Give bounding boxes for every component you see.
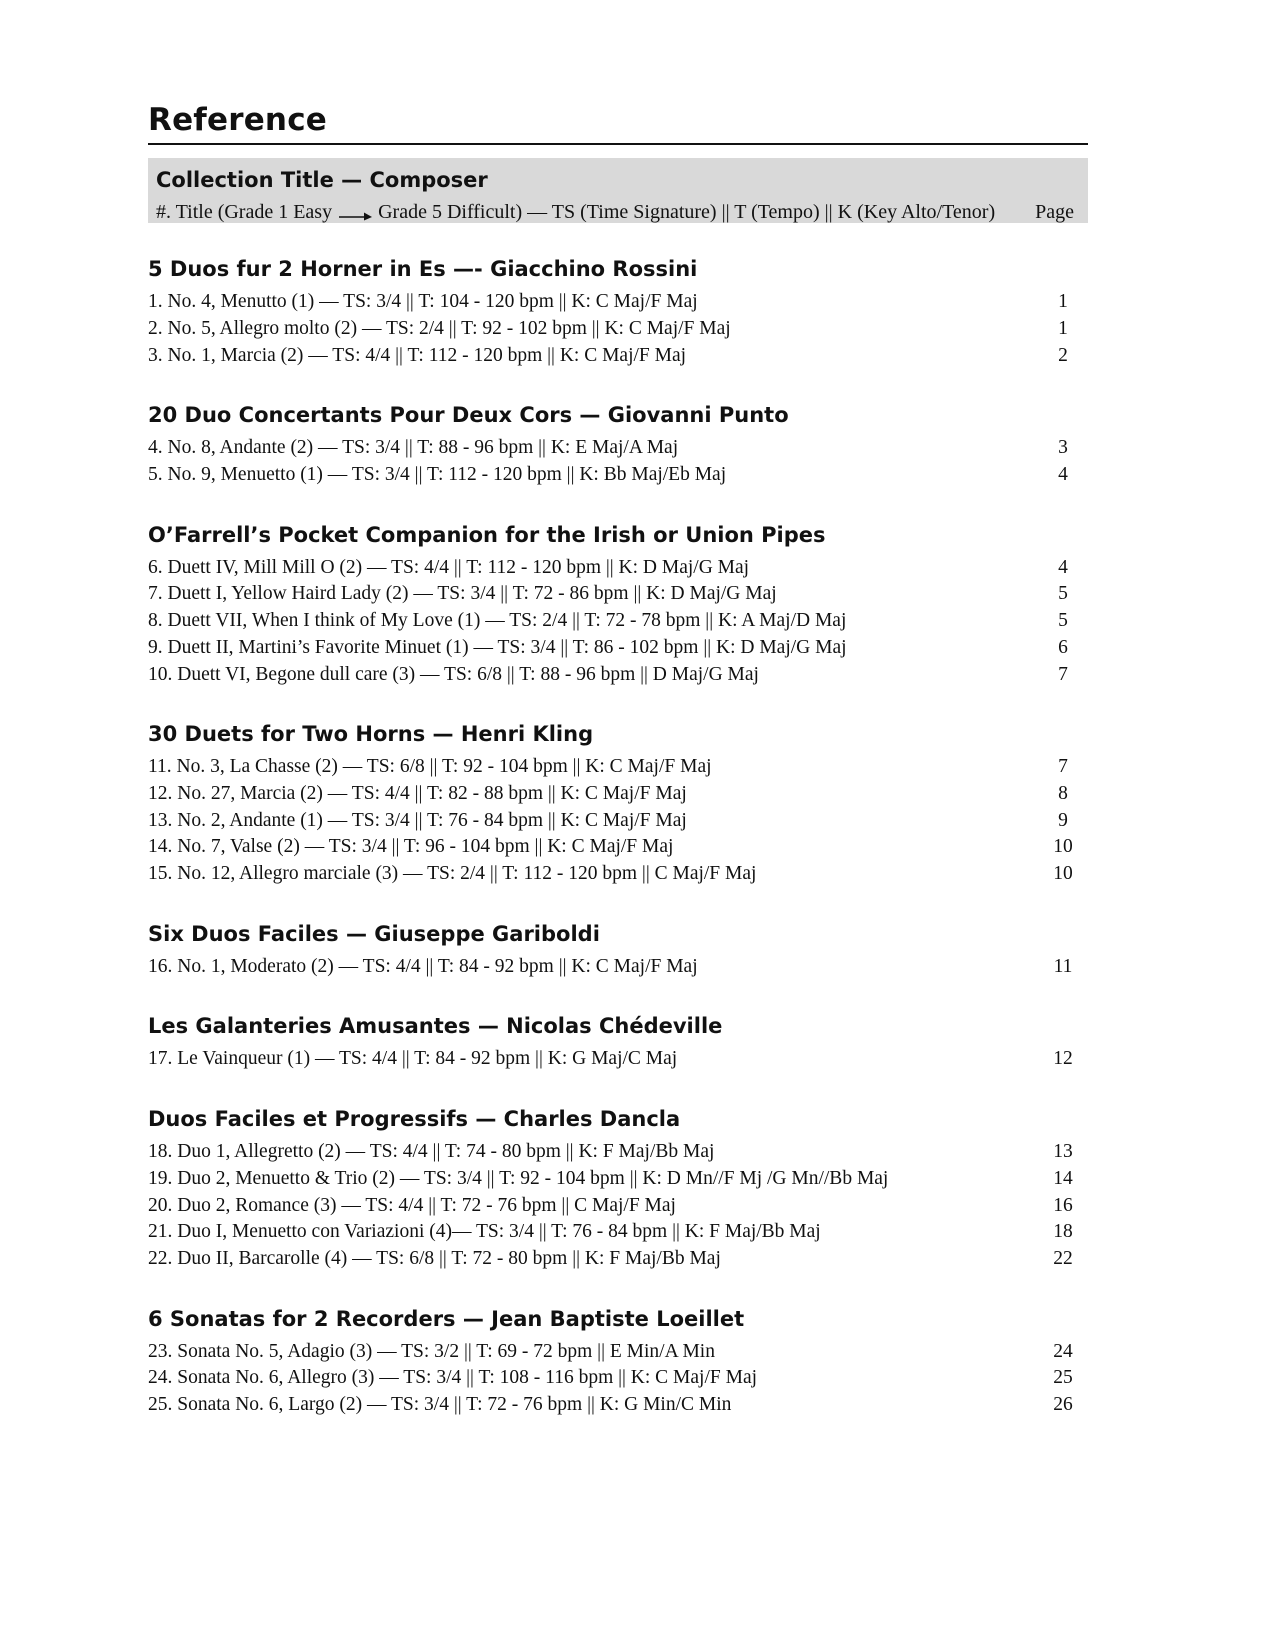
legend-format xyxy=(156,200,995,224)
reference-page xyxy=(148,96,1088,1419)
list-item xyxy=(148,1365,1088,1392)
collection-heading: 5 Duos fur 2 Horner in Es —- Giacchino Rossini xyxy=(148,257,698,282)
list-item xyxy=(148,662,1088,689)
entry-page-number: 10 xyxy=(1053,836,1073,858)
entry-title: 17. Le Vainqueur (1) — TS: 4/4 || T: 84 - 92 bpm || K: G Maj/C Maj xyxy=(148,1048,678,1070)
collection-section xyxy=(148,921,1088,981)
entry-title: 23. Sonata No. 5, Adagio (3) — TS: 3/2 || T: 69 - 72 bpm || E Min/A Min xyxy=(148,1340,715,1362)
collection-heading: Les Galanteries Amusantes — Nicolas Chédeville xyxy=(148,1014,723,1039)
collection-heading: Duos Faciles et Progressifs — Charles Dancla xyxy=(148,1107,681,1132)
entry-title: 14. No. 7, Valse (2) — TS: 3/4 || T: 96 - 104 bpm || K: C Maj/F Maj xyxy=(148,836,674,858)
entry-page-number: 22 xyxy=(1053,1247,1073,1269)
legend-heading: Collection Title — Composer xyxy=(156,168,488,193)
entry-title: 24. Sonata No. 6, Allegro (3) — TS: 3/4 || T: 108 - 116 bpm || K: C Maj/F Maj xyxy=(148,1367,758,1389)
entry-page-number: 11 xyxy=(1053,955,1073,977)
entry-page-number: 24 xyxy=(1053,1340,1073,1362)
entry-title: 11. No. 3, La Chasse (2) — TS: 6/8 || T: 92 - 104 bpm || K: C Maj/F Maj xyxy=(148,756,712,778)
entry-page-number: 25 xyxy=(1053,1367,1073,1389)
entry-title: 2. No. 5, Allegro molto (2) — TS: 2/4 || T: 92 - 102 bpm || K: C Maj/F Maj xyxy=(148,317,731,339)
collection-section xyxy=(148,256,1088,369)
entry-title: 18. Duo 1, Allegretto (2) — TS: 4/4 || T: 74 - 80 bpm || K: F Maj/Bb Maj xyxy=(148,1141,715,1163)
list-item xyxy=(148,289,1088,316)
entry-page-number: 5 xyxy=(1058,610,1068,632)
collection-section xyxy=(148,522,1088,689)
list-item xyxy=(148,435,1088,462)
entry-title: 1. No. 4, Menutto (1) — TS: 3/4 || T: 104 - 120 bpm || K: C Maj/F Maj xyxy=(148,291,698,313)
legend-format-start: #. Title (Grade 1 Easy xyxy=(156,201,333,224)
entry-page-number: 4 xyxy=(1058,464,1068,485)
list-item xyxy=(148,343,1088,370)
entry-page-number: 26 xyxy=(1053,1394,1073,1416)
page-title: Reference xyxy=(148,102,327,138)
list-item xyxy=(148,861,1088,888)
entry-page-number: 13 xyxy=(1053,1141,1073,1163)
entry-page-number: 6 xyxy=(1058,636,1068,658)
entry-page-number: 3 xyxy=(1058,437,1068,459)
collections-list xyxy=(148,256,1088,1419)
collection-section xyxy=(148,1306,1088,1419)
entry-title: 8. Duett VII, When I think of My Love (1) — TS: 2/4 || T: 72 - 78 bpm || K: A Maj/D Maj xyxy=(148,610,847,632)
collection-heading: O’Farrell’s Pocket Companion for the Irish or Union Pipes xyxy=(148,522,826,547)
entry-page-number: 7 xyxy=(1058,663,1068,685)
entry-title: 21. Duo I, Menuetto con Variazioni (4)— TS: 3/4 || T: 76 - 84 bpm || K: F Maj/Bb Maj xyxy=(148,1221,821,1243)
list-item xyxy=(148,581,1088,608)
collection-section xyxy=(148,721,1088,888)
entry-title: 5. No. 9, Menuetto (1) — TS: 3/4 || T: 112 - 120 bpm || K: Bb Maj/Eb Maj xyxy=(148,464,727,485)
list-item xyxy=(148,462,1088,489)
list-item xyxy=(148,781,1088,808)
entry-title: 16. No. 1, Moderato (2) — TS: 4/4 || T: 84 - 92 bpm || K: C Maj/F Maj xyxy=(148,955,698,977)
collection-section xyxy=(148,402,1088,488)
list-item xyxy=(148,608,1088,635)
entry-title: 9. Duett II, Martini’s Favorite Minuet (1) — TS: 3/4 || T: 86 - 102 bpm || K: D Maj/G Maj xyxy=(148,636,847,658)
entry-page-number: 7 xyxy=(1058,756,1068,778)
entry-title: 12. No. 27, Marcia (2) — TS: 4/4 || T: 82 - 88 bpm || K: C Maj/F Maj xyxy=(148,782,687,804)
collection-heading: 20 Duo Concertants Pour Deux Cors — Giovanni Punto xyxy=(148,403,789,428)
list-item xyxy=(148,635,1088,662)
list-item xyxy=(148,316,1088,343)
entry-page-number: 9 xyxy=(1058,809,1068,831)
entry-title: 15. No. 12, Allegro marciale (3) — TS: 2/4 || T: 112 - 120 bpm || C Maj/F Maj xyxy=(148,863,757,885)
entry-page-number: 1 xyxy=(1058,317,1068,339)
entry-title: 13. No. 2, Andante (1) — TS: 3/4 || T: 76 - 84 bpm || K: C Maj/F Maj xyxy=(148,809,687,831)
entry-title: 3. No. 1, Marcia (2) — TS: 4/4 || T: 112 - 120 bpm || K: C Maj/F Maj xyxy=(148,344,687,366)
entry-page-number: 14 xyxy=(1053,1167,1073,1189)
list-item xyxy=(148,1246,1088,1273)
list-item xyxy=(148,834,1088,861)
entry-title: 7. Duett I, Yellow Haird Lady (2) — TS: 3/4 || T: 72 - 86 bpm || K: D Maj/G Maj xyxy=(148,583,777,605)
entry-title: 4. No. 8, Andante (2) — TS: 3/4 || T: 88 - 96 bpm || K: E Maj/A Maj xyxy=(148,437,679,459)
list-item xyxy=(148,1166,1088,1193)
legend-format-end: Grade 5 Difficult) — TS (Time Signature) || T (Tempo) || K (Key Alto/Tenor) xyxy=(378,201,996,224)
right-arrow-icon xyxy=(338,207,372,221)
collection-heading: 30 Duets for Two Horns — Henri Kling xyxy=(148,722,594,747)
entry-title: 10. Duett VI, Begone dull care (3) — TS: 6/8 || T: 88 - 96 bpm || D Maj/G Maj xyxy=(148,663,759,685)
list-item xyxy=(148,1193,1088,1220)
list-item xyxy=(148,1339,1088,1366)
list-item xyxy=(148,954,1088,981)
collection-section xyxy=(148,1013,1088,1073)
entry-page-number: 8 xyxy=(1058,782,1068,804)
entry-page-number: 1 xyxy=(1058,291,1068,313)
collection-section xyxy=(148,1106,1088,1273)
entry-title: 25. Sonata No. 6, Largo (2) — TS: 3/4 || T: 72 - 76 bpm || K: G Min/C Min xyxy=(148,1394,732,1416)
entry-page-number: 16 xyxy=(1053,1194,1073,1216)
entry-title: 19. Duo 2, Menuetto & Trio (2) — TS: 3/4 || T: 92 - 104 bpm || K: D Mn//F Mj /G Mn//Bb Maj xyxy=(148,1167,889,1189)
entry-page-number: 18 xyxy=(1053,1221,1073,1243)
collection-heading: Six Duos Faciles — Giuseppe Gariboldi xyxy=(148,921,600,946)
legend-page-label: Page xyxy=(1035,201,1074,224)
entry-page-number: 4 xyxy=(1058,556,1068,578)
entry-page-number: 5 xyxy=(1058,583,1068,605)
title-divider xyxy=(148,143,1088,145)
collection-heading: 6 Sonatas for 2 Recorders — Jean Baptiste Loeillet xyxy=(148,1306,745,1331)
list-item xyxy=(148,754,1088,781)
entry-title: 22. Duo II, Barcarolle (4) — TS: 6/8 || T: 72 - 80 bpm || K: F Maj/Bb Maj xyxy=(148,1247,721,1269)
entry-title: 6. Duett IV, Mill Mill O (2) — TS: 4/4 || T: 112 - 120 bpm || K: D Maj/G Maj xyxy=(148,556,750,578)
list-item xyxy=(148,1046,1088,1073)
entry-page-number: 12 xyxy=(1053,1048,1073,1070)
legend-format-line xyxy=(156,200,1080,224)
list-item xyxy=(148,555,1088,582)
entry-title: 20. Duo 2, Romance (3) — TS: 4/4 || T: 72 - 76 bpm || C Maj/F Maj xyxy=(148,1194,676,1216)
list-item xyxy=(148,1219,1088,1246)
list-item xyxy=(148,808,1088,835)
legend-box xyxy=(148,158,1088,223)
entry-page-number: 2 xyxy=(1058,344,1068,366)
list-item xyxy=(148,1392,1088,1419)
entry-page-number: 10 xyxy=(1053,863,1073,885)
list-item xyxy=(148,1139,1088,1166)
